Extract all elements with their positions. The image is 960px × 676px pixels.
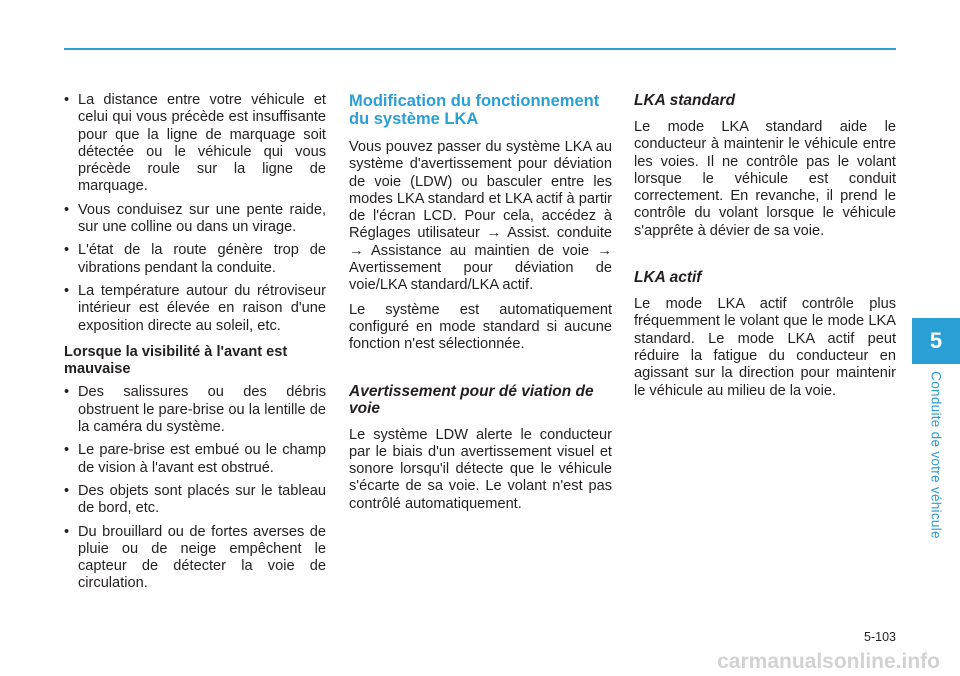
list-item: • Du brouillard ou de fortes averses de pluie ou de neige empêchent le capteur de détecter la voie de circulation. — [64, 523, 326, 592]
bullet-icon: • — [64, 523, 70, 540]
chapter-title: Conduite de votre véhicule — [928, 371, 944, 539]
chapter-tab: 5 — [912, 318, 960, 364]
paragraph: Le système est automatiquement configuré en mode standard si aucune fonction n'est sélectionnée. — [349, 301, 612, 353]
top-rule — [64, 48, 896, 50]
list-item: • Vous conduisez sur une pente raide, sur une colline ou dans un virage. — [64, 201, 326, 236]
column-2 — [349, 92, 612, 520]
watermark: carmanualsonline.info — [717, 650, 940, 673]
bullet-icon: • — [64, 242, 70, 259]
section-heading: Modification du fonctionnement du système LKA — [349, 92, 600, 128]
column-3 — [634, 92, 896, 407]
spacer — [634, 247, 896, 269]
list-item: • La distance entre votre véhicule et celui qui vous précède est insuffisante pour que la ligne de marquage soit détectée ou le véhicule qui vous précède roule sur la ligne de marquage. — [64, 92, 326, 195]
paragraph: Le mode LKA standard aide le conducteur à maintenir le véhicule entre les voies. Il ne contrôle pas le volant lorsque le véhicule est conduit correctement. En revanche, il prend le contrôle du volant lorsque le véhicule s'apprête à dévier de sa voie. — [634, 119, 896, 239]
paragraph: Le système LDW alerte le conducteur par le biais d'un avertissement visuel et sonore lorsqu'il détecte que le véhicule s'écarte de sa voie. Le volant n'est pas contrôlé automatiquement. — [349, 426, 612, 512]
list-item: • Des salissures ou des débris obstruent le pare-brise ou la lentille de la caméra du système. — [64, 384, 326, 436]
list-item: • La température autour du rétroviseur intérieur est élevée en raison d'une exposition directe au soleil, etc. — [64, 282, 326, 334]
bullet-icon: • — [64, 92, 70, 108]
bullet-icon: • — [64, 201, 70, 218]
subsection-heading: LKA standard — [634, 92, 736, 109]
bullet-icon: • — [64, 384, 70, 401]
bullet-icon: • — [64, 482, 70, 499]
paragraph: Vous pouvez passer du système LKA au système d'avertissement pour déviation de voie (LDW) ou basculer entre les modes LKA standard et LKA actif à partir de l'écran LCD. Pour cela, accédez à Réglages utilisateur → Assist. conduite → Assistance au maintien de voie → Avertissement pour déviation de voie/LKA standard/LKA actif. — [349, 139, 612, 294]
visibility-heading: Lorsque la visibilité à l'avant est mauvaise — [64, 343, 288, 378]
spacer — [349, 361, 612, 383]
list-item: • Des objets sont placés sur le tableau de bord, etc. — [64, 482, 326, 517]
column-1 — [64, 92, 326, 599]
bullet-icon: • — [64, 282, 70, 299]
page-number: 5-103 — [864, 630, 896, 644]
list-item: • L'état de la route génère trop de vibrations pendant la conduite. — [64, 242, 326, 276]
subsection-heading: LKA actif — [634, 269, 702, 287]
bullet-icon: • — [64, 442, 70, 459]
paragraph: Le mode LKA actif contrôle plus fréquemment le volant que le mode LKA standard. Le mode LKA actif peut réduire la fatigue du conducteur en agissant sur la direction pour maintenir le véhicule au milieu de la voie. — [634, 296, 896, 399]
list-item: • Le pare-brise est embué ou le champ de vision à l'avant est obstrué. — [64, 442, 326, 476]
subsection-heading: Avertissement pour dé viation de voie — [349, 382, 594, 417]
